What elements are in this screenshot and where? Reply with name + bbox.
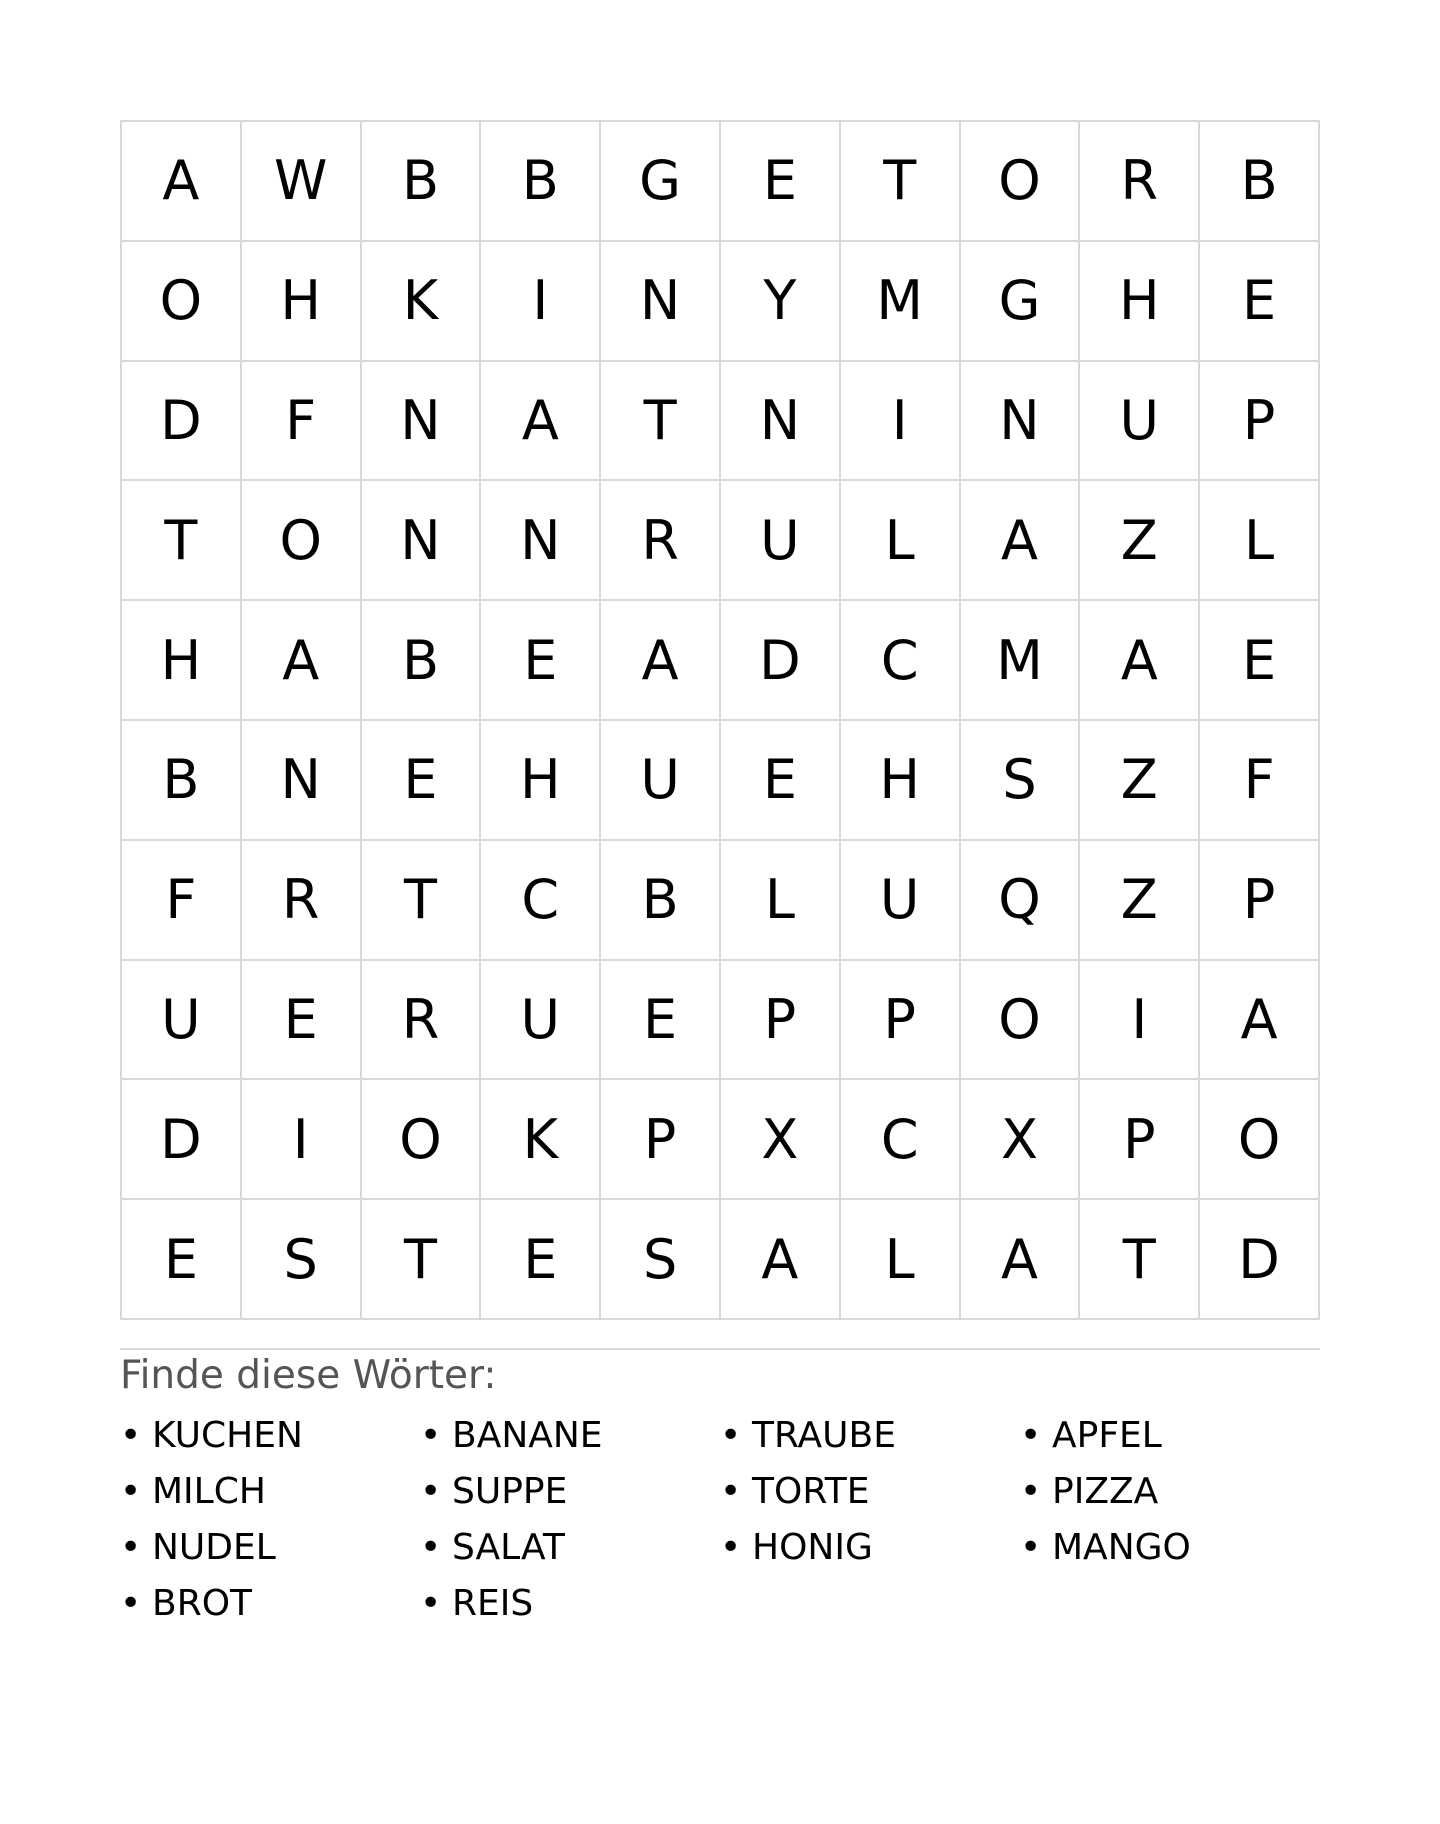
word-item bbox=[420, 1412, 720, 1468]
grid-cell[interactable]: T bbox=[601, 362, 721, 482]
grid-cell[interactable]: Z bbox=[1080, 721, 1200, 841]
grid-cell[interactable]: Y bbox=[721, 242, 841, 362]
grid-cell[interactable]: A bbox=[961, 481, 1081, 601]
word-label: BROT bbox=[152, 1583, 253, 1624]
word-label: APFEL bbox=[1052, 1415, 1162, 1456]
bullet-icon: • bbox=[720, 1471, 742, 1512]
bullet-icon: • bbox=[420, 1527, 442, 1568]
grid-cell[interactable]: A bbox=[1080, 601, 1200, 721]
grid-cell[interactable]: S bbox=[961, 721, 1081, 841]
bullet-icon: • bbox=[1020, 1471, 1042, 1512]
word-item bbox=[420, 1468, 720, 1524]
grid-cell[interactable]: I bbox=[242, 1080, 362, 1200]
grid-cell[interactable]: E bbox=[481, 601, 601, 721]
grid-cell[interactable]: P bbox=[601, 1080, 721, 1200]
grid-cell[interactable]: E bbox=[481, 1200, 601, 1320]
grid-cell[interactable]: H bbox=[122, 601, 242, 721]
grid-cell[interactable]: N bbox=[362, 362, 482, 482]
grid-cell[interactable]: N bbox=[961, 362, 1081, 482]
grid-cell[interactable]: A bbox=[601, 601, 721, 721]
grid-cell[interactable]: O bbox=[242, 481, 362, 601]
word-item bbox=[120, 1524, 420, 1580]
grid-cell[interactable]: N bbox=[601, 242, 721, 362]
word-label: SUPPE bbox=[452, 1471, 568, 1512]
grid-cell[interactable]: C bbox=[841, 601, 961, 721]
grid-cell[interactable]: P bbox=[1200, 841, 1320, 961]
word-item bbox=[1020, 1468, 1320, 1524]
grid-cell[interactable]: K bbox=[362, 242, 482, 362]
grid-cell[interactable]: N bbox=[362, 481, 482, 601]
grid-cell[interactable]: D bbox=[721, 601, 841, 721]
grid-cell[interactable]: S bbox=[242, 1200, 362, 1320]
grid-cell[interactable]: H bbox=[841, 721, 961, 841]
grid-cell[interactable]: R bbox=[362, 961, 482, 1081]
grid-cell[interactable]: K bbox=[481, 1080, 601, 1200]
bullet-icon: • bbox=[1020, 1527, 1042, 1568]
grid-cell[interactable]: P bbox=[1200, 362, 1320, 482]
grid-cell[interactable]: U bbox=[721, 481, 841, 601]
grid-cell[interactable]: T bbox=[841, 122, 961, 242]
word-label: SALAT bbox=[452, 1527, 565, 1568]
word-item bbox=[420, 1580, 720, 1636]
grid-cell[interactable]: G bbox=[961, 242, 1081, 362]
bullet-icon: • bbox=[420, 1471, 442, 1512]
grid-cell[interactable]: D bbox=[122, 362, 242, 482]
grid-cell[interactable]: M bbox=[841, 242, 961, 362]
word-label: KUCHEN bbox=[152, 1415, 303, 1456]
word-item bbox=[1020, 1524, 1320, 1580]
grid-cell[interactable]: U bbox=[841, 841, 961, 961]
grid-cell[interactable]: P bbox=[721, 961, 841, 1081]
grid-cell[interactable]: A bbox=[961, 1200, 1081, 1320]
grid-cell[interactable]: L bbox=[721, 841, 841, 961]
grid-cell[interactable]: T bbox=[362, 1200, 482, 1320]
bullet-icon: • bbox=[120, 1583, 142, 1624]
grid-cell[interactable]: H bbox=[242, 242, 362, 362]
grid-cell[interactable]: D bbox=[1200, 1200, 1320, 1320]
grid-cell[interactable]: B bbox=[122, 721, 242, 841]
grid-cell[interactable]: A bbox=[1200, 961, 1320, 1081]
grid-cell[interactable]: A bbox=[122, 122, 242, 242]
grid-cell[interactable]: Z bbox=[1080, 841, 1200, 961]
grid-cell[interactable]: L bbox=[841, 1200, 961, 1320]
grid-cell[interactable]: D bbox=[122, 1080, 242, 1200]
grid-cell[interactable]: H bbox=[481, 721, 601, 841]
grid-cell[interactable]: L bbox=[841, 481, 961, 601]
word-item bbox=[720, 1468, 1020, 1524]
grid-cell[interactable]: W bbox=[242, 122, 362, 242]
grid-cell[interactable]: I bbox=[1080, 961, 1200, 1081]
grid-cell[interactable]: E bbox=[1200, 601, 1320, 721]
word-item bbox=[720, 1524, 1020, 1580]
grid-cell[interactable]: B bbox=[1200, 122, 1320, 242]
word-item bbox=[420, 1524, 720, 1580]
grid-cell[interactable]: U bbox=[481, 961, 601, 1081]
grid-cell[interactable]: E bbox=[1200, 242, 1320, 362]
grid-cell[interactable]: E bbox=[122, 1200, 242, 1320]
word-item bbox=[120, 1412, 420, 1468]
grid-cell[interactable]: R bbox=[601, 481, 721, 601]
bullet-icon: • bbox=[720, 1527, 742, 1568]
bullet-icon: • bbox=[120, 1527, 142, 1568]
grid-cell[interactable]: U bbox=[601, 721, 721, 841]
bullet-icon: • bbox=[720, 1415, 742, 1456]
grid-cell[interactable]: F bbox=[122, 841, 242, 961]
grid-cell[interactable]: E bbox=[721, 122, 841, 242]
word-label: MANGO bbox=[1052, 1527, 1191, 1568]
grid-cell[interactable]: X bbox=[961, 1080, 1081, 1200]
grid-cell[interactable]: U bbox=[122, 961, 242, 1081]
word-item bbox=[720, 1412, 1020, 1468]
bullet-icon: • bbox=[420, 1583, 442, 1624]
grid-cell[interactable]: U bbox=[1080, 362, 1200, 482]
divider bbox=[120, 1348, 1320, 1350]
grid-cell[interactable]: B bbox=[362, 601, 482, 721]
grid-cell[interactable]: O bbox=[122, 242, 242, 362]
grid-cell[interactable]: X bbox=[721, 1080, 841, 1200]
grid-cell[interactable]: E bbox=[242, 961, 362, 1081]
grid-cell[interactable]: T bbox=[122, 481, 242, 601]
grid-cell[interactable]: E bbox=[721, 721, 841, 841]
grid-cell[interactable]: N bbox=[242, 721, 362, 841]
word-item bbox=[120, 1580, 420, 1636]
grid-cell[interactable]: C bbox=[841, 1080, 961, 1200]
grid-cell[interactable]: B bbox=[481, 122, 601, 242]
grid-cell[interactable]: Z bbox=[1080, 481, 1200, 601]
word-label: TRAUBE bbox=[752, 1415, 896, 1456]
grid-cell[interactable]: O bbox=[961, 961, 1081, 1081]
letter-grid bbox=[120, 120, 1320, 1320]
grid-cell[interactable]: B bbox=[601, 841, 721, 961]
word-item bbox=[1020, 1412, 1320, 1468]
grid-cell[interactable]: L bbox=[1200, 481, 1320, 601]
grid-cell[interactable]: A bbox=[721, 1200, 841, 1320]
bullet-icon: • bbox=[120, 1471, 142, 1512]
grid-cell[interactable]: I bbox=[481, 242, 601, 362]
grid-cell[interactable]: T bbox=[362, 841, 482, 961]
word-label: TORTE bbox=[752, 1471, 870, 1512]
word-label: BANANE bbox=[452, 1415, 603, 1456]
word-label: HONIG bbox=[752, 1527, 873, 1568]
grid-cell[interactable]: E bbox=[601, 961, 721, 1081]
grid-cell[interactable]: R bbox=[242, 841, 362, 961]
grid-cell[interactable]: B bbox=[362, 122, 482, 242]
bullet-icon: • bbox=[120, 1415, 142, 1456]
word-label: PIZZA bbox=[1052, 1471, 1159, 1512]
word-item bbox=[120, 1468, 420, 1524]
grid-cell[interactable]: I bbox=[841, 362, 961, 482]
grid-cell[interactable]: C bbox=[481, 841, 601, 961]
word-list bbox=[120, 1412, 1320, 1636]
word-label: REIS bbox=[452, 1583, 534, 1624]
word-label: NUDEL bbox=[152, 1527, 276, 1568]
bullet-icon: • bbox=[420, 1415, 442, 1456]
grid-cell[interactable]: F bbox=[242, 362, 362, 482]
grid-cell[interactable]: N bbox=[481, 481, 601, 601]
grid-cell[interactable]: O bbox=[362, 1080, 482, 1200]
grid-cell[interactable]: F bbox=[1200, 721, 1320, 841]
grid-cell[interactable]: G bbox=[601, 122, 721, 242]
grid-cell[interactable]: N bbox=[721, 362, 841, 482]
grid-cell[interactable]: S bbox=[601, 1200, 721, 1320]
grid-cell[interactable]: O bbox=[1200, 1080, 1320, 1200]
word-list-title: Finde diese Wörter: bbox=[120, 1353, 497, 1398]
grid-cell[interactable]: M bbox=[961, 601, 1081, 721]
grid-cell[interactable]: P bbox=[841, 961, 961, 1081]
grid-cell[interactable]: A bbox=[242, 601, 362, 721]
grid-cell[interactable]: P bbox=[1080, 1080, 1200, 1200]
grid-cell[interactable]: E bbox=[362, 721, 482, 841]
bullet-icon: • bbox=[1020, 1415, 1042, 1456]
word-label: MILCH bbox=[152, 1471, 266, 1512]
grid-cell[interactable]: Q bbox=[961, 841, 1081, 961]
grid-cell[interactable]: T bbox=[1080, 1200, 1200, 1320]
grid-cell[interactable]: R bbox=[1080, 122, 1200, 242]
grid-cell[interactable]: A bbox=[481, 362, 601, 482]
grid-cell[interactable]: H bbox=[1080, 242, 1200, 362]
grid-cell[interactable]: O bbox=[961, 122, 1081, 242]
